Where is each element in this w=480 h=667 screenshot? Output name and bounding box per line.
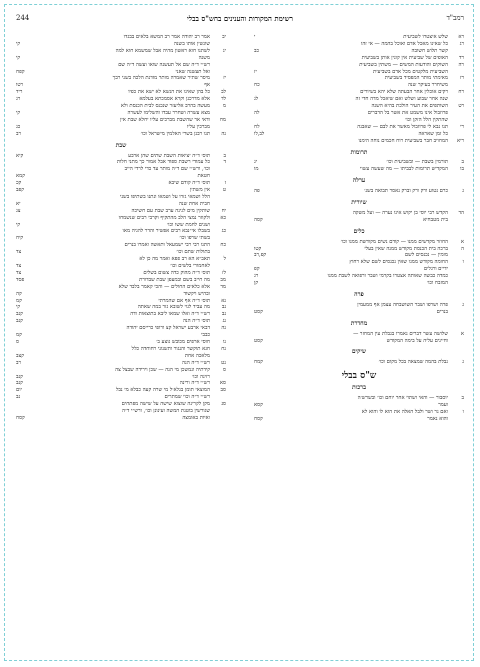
entry-text: כל זמן שאראה: [418, 130, 448, 137]
page-ref: יג: [254, 159, 258, 166]
entry-text: קשר תלוש חשובה: [411, 47, 448, 54]
right-entry: [254, 402, 464, 409]
page-ref: יז: [254, 68, 257, 75]
entry-text: המחויב חבר בשביעית רוח חכמים נוחה הימנו: [358, 137, 448, 144]
right-entry: [254, 210, 464, 217]
page-ref: קסה: [254, 216, 263, 223]
left-entry: [16, 277, 226, 284]
left-entry: [16, 34, 226, 41]
page-ref: צג: [16, 207, 21, 214]
entry-text: שלושה עשר דברים נאמרו בגבלת עין המחזר —: [353, 330, 448, 337]
page-ref: ריד: [16, 89, 23, 96]
folio-ref: רט: [458, 103, 464, 110]
folio-ref: ב: [461, 395, 464, 402]
left-entry: [16, 215, 226, 222]
entry-text: רש״י ד״ה הנה: [182, 359, 210, 366]
right-column: [254, 34, 464, 423]
entry-text: מאימתי מותר המפסיד בשביעית: [384, 75, 448, 82]
folio-ref: ג: [462, 301, 464, 308]
entry-text: ועמר: [438, 401, 448, 408]
page-ref: קנב: [16, 373, 23, 380]
entry-text: הקדש רבי יוסי בן יקוש אינו נערה — ועל משקה: [352, 209, 448, 216]
page-ref: לב,לו: [254, 130, 265, 137]
folio-ref: ו: [462, 259, 464, 266]
entry-text: שהתקין הלל הזקן וכו׳: [405, 116, 448, 123]
header-label: רמב"ד: [446, 14, 464, 22]
folio-ref: ג: [462, 359, 464, 366]
entry-text: מצא עשרה ושחרר עבדו והשלימו לעשרה: [127, 109, 210, 116]
entry-text: תוס׳ ד״ה אף אם שהמרתי: [158, 297, 210, 304]
entry-text: חטאת: [197, 173, 210, 180]
left-entry: [16, 263, 226, 270]
left-entry: [16, 325, 226, 332]
page-ref: קנב: [16, 318, 23, 325]
folio-ref: ס: [223, 366, 226, 373]
header-title: רשימת המקורות והענינים בחש"ס בבלי: [187, 14, 293, 23]
right-entry: [254, 62, 464, 69]
left-entry: [16, 415, 226, 422]
folio-ref: בו: [460, 166, 464, 173]
page-ref: רטו: [16, 82, 24, 89]
entry-text: מיסר שתיר שאמרה מותר מזדנת הלכה בשני רבך: [112, 75, 210, 82]
entry-text: אלא מדרכנן וקרא אסמכתא בעלמא: [139, 96, 210, 103]
entry-text: מקן לקרינה שוצוא שישה על שישה מפתחים: [121, 401, 210, 408]
page-ref: רב: [16, 130, 22, 137]
entry-text: בנרים: [436, 308, 448, 315]
page-ref: קי: [16, 109, 21, 116]
page-ref: קי: [16, 221, 21, 228]
entry-text: אף: [204, 82, 210, 89]
entry-text: בית מטבחיא: [423, 216, 448, 223]
page-ref: קפ: [254, 266, 260, 273]
entry-text: ואם נר ושר ולבל האלה את הוא לו והוא לא: [361, 408, 448, 415]
right-entry: [254, 41, 464, 48]
left-entry: [16, 55, 226, 62]
right-entry: [254, 69, 464, 76]
folio-ref: מ: [222, 103, 226, 110]
right-entry: [254, 34, 464, 41]
entry-text: אין משתין: [189, 187, 210, 194]
left-entry: [16, 332, 226, 339]
entry-text: השותפים את העיר הולכת בהיא השנה: [371, 103, 448, 110]
entry-text: שונשין אותו בשנה: [173, 40, 210, 47]
section-heading: שיקים: [351, 348, 367, 356]
page-ref: קפח: [16, 68, 25, 75]
entry-text: כל שאינו מאכל אדם ואוכל בהמה — אי זהו: [361, 40, 448, 47]
page-ref: קה: [16, 290, 22, 297]
entry-text: כרם נטוע ורק ורק וברק נאסר תבואה בשנ׳: [364, 188, 448, 195]
page-ref: רב: [16, 359, 22, 366]
page-ref: קפ,רב: [254, 252, 267, 259]
folio-ref: ז: [224, 180, 226, 187]
folio-ref: א: [460, 330, 464, 337]
left-entry: [16, 41, 226, 48]
folio-ref: מח: [219, 116, 226, 123]
entry-text: השוקים והודעות המשים — משתין בשביעית: [359, 61, 448, 68]
right-entry: [254, 416, 464, 423]
section-heading: פרה: [354, 291, 364, 298]
entry-text: מה עביד לגוי לשובא גזר במה שאתה: [137, 304, 210, 311]
section-heading: ערלה: [352, 177, 366, 185]
folio-ref: יח: [221, 207, 226, 214]
page-ref: קסא: [254, 401, 263, 408]
entry-text: התנו רבי רבי ישמעאל ותאשה ואמרו בנרים: [124, 242, 210, 249]
page-ref: קיא: [16, 152, 24, 159]
left-entry: [16, 256, 226, 263]
page-ref: קמח: [254, 359, 263, 366]
entry-text: רקים אוכלין אחר הבעתה שלא יהא בשיורים: [360, 89, 448, 96]
folio-ref: רח: [458, 89, 464, 96]
left-entry: [16, 346, 226, 353]
entry-text: פרוזבול אינו משמט את אשר בל הדברים: [367, 109, 448, 116]
right-entry: [254, 188, 464, 195]
entry-text: נבלת בהמה שמצאה בכל מקום וכו׳: [378, 359, 448, 366]
left-entry: [16, 360, 226, 367]
entry-text: החומה מקודש ממנו שאין נכנסים לשם שלא רחוץ: [349, 259, 448, 266]
left-entry: [16, 401, 226, 408]
entry-text: והוא נאמר: [427, 415, 448, 422]
right-entry: [254, 409, 464, 416]
folio-ref: לז: [222, 269, 226, 276]
entry-text: רזינה וכו׳: [191, 373, 210, 380]
page-ref: קסט: [254, 308, 263, 315]
page-ref: קמ: [16, 297, 22, 304]
entry-text: בתולות שתם וכו׳: [176, 249, 210, 256]
folio-ref: כג: [221, 228, 226, 235]
folio-ref: נב: [221, 304, 226, 311]
right-entry: [254, 273, 464, 280]
section-heading: שיורית: [351, 199, 367, 207]
left-entry: [16, 166, 226, 173]
page-ref: פה: [254, 188, 260, 195]
right-entry: [254, 239, 464, 246]
entry-text: בשבלו אי״נבא רבים אפשיר והדר להגיה מאו: [122, 228, 210, 235]
page-ref: מו: [254, 166, 259, 173]
entry-text: מעשה בהרב אליעזר שנכנס לבית הכנסת ולא: [120, 103, 210, 110]
entry-text: אלא כלאים החולים — והכי קאמר בלבד שלא: [118, 283, 210, 290]
folio-ref: ג: [462, 188, 464, 195]
entry-text: כבבי: [201, 332, 210, 339]
entry-text: מברכין עליו: [186, 123, 210, 130]
page-ref: י: [254, 34, 256, 40]
right-entry: [254, 55, 464, 62]
entry-text: יוסבור — והאי ושתוי אחר יוחם וכו׳ ובשרש׳ה: [357, 395, 448, 402]
entry-text: ידיים ורגלים: [423, 266, 448, 273]
folio-ref: ל: [223, 256, 226, 263]
entry-text: ברכה בית הכנסת מקודש ממנה שאין בעלי: [364, 245, 448, 252]
folio-ref: סב: [220, 387, 226, 394]
right-entry: [254, 280, 464, 287]
right-entry: [254, 75, 464, 82]
left-entry: [16, 48, 226, 55]
entry-text: משיחרר בעיקר שנה: [407, 82, 448, 89]
entry-text: תוס׳ ד״ה הנה: [182, 318, 210, 325]
left-entry: [16, 367, 226, 374]
right-entry: [254, 48, 464, 55]
page-ref: קנב: [16, 311, 23, 318]
section-heading: שבת: [115, 141, 127, 149]
folio-ref: נח: [221, 345, 226, 352]
folio-ref: סא: [219, 380, 226, 387]
page-ref: לח: [254, 123, 260, 130]
entry-text: משנה: [198, 54, 210, 61]
entry-text: רש״י ד״ה שם אל תעשנה שואו ועשה ד״ה שם: [118, 61, 210, 68]
entry-text: כמדה כבשה שאותה אצטרו בקרמי ושבר ורפואה לשבת ממנו: [327, 273, 448, 280]
page-ref: קיח: [16, 235, 24, 242]
entry-text: תנו רבנן בשרי האלמין מישראל וכו׳: [140, 130, 210, 137]
entry-text: הלל ושמאי גזרו על ושמאו ונתנו בשתיפו בשני: [120, 193, 210, 200]
right-entry: [254, 124, 464, 131]
page-ref: צד: [16, 263, 22, 269]
page-ref: לה: [254, 109, 260, 116]
folio-ref: סג: [221, 401, 226, 408]
entry-text: תנו נבא לי פרוזבול מאשר את לבם — שאבנה: [357, 123, 448, 130]
entry-text: ואל תעשנה שאני: [175, 68, 210, 75]
page-ref: צד: [16, 249, 22, 256]
entry-text: ובהיש ויקשוד: [183, 290, 210, 297]
right-entry: [254, 103, 464, 110]
folio-ref: כא: [220, 214, 226, 221]
page-header: [16, 14, 464, 26]
page-ref: יום: [16, 387, 22, 394]
right-entry: [254, 302, 464, 309]
section-heading: כלים: [353, 227, 365, 235]
page-ref: קן: [254, 280, 259, 287]
folio-ref: ו: [462, 408, 464, 415]
page-ref: קי: [16, 40, 21, 47]
entry-text: וכו׳, ורש״י שם ד״ה מותר עד כדי לרדי הייב: [124, 166, 210, 173]
folio-ref: יג: [222, 47, 226, 54]
entry-text: כל עמודי רשבת ספוד אבל אמור כך מתני חלות: [116, 159, 210, 166]
folio-ref: לד: [221, 96, 226, 103]
section-heading: ברכות: [352, 384, 366, 392]
right-entry: [254, 217, 464, 224]
folio-ref: יב: [222, 34, 226, 40]
entry-text: ולקוזר נמצי הלב מהתקיף וקרבי רבים שנשמחו: [118, 214, 210, 221]
folio-ref: יז: [223, 75, 226, 82]
entry-text: תאב״א הא רב פפא ואמר מה כן לא: [139, 256, 210, 263]
folio-ref: רי: [460, 123, 464, 130]
left-entry: [16, 270, 226, 277]
folio-ref: רז: [460, 75, 464, 82]
left-entry: [16, 62, 226, 69]
entry-text: כל בהן שאינו את הנשא לא ישא את כפיו: [128, 89, 210, 96]
left-entry: [16, 291, 226, 298]
entry-text: ושנים לחמת ששו וכו׳: [166, 221, 210, 228]
left-entry: [16, 339, 226, 346]
left-entry: [16, 408, 226, 415]
page-number: 244: [16, 14, 30, 22]
right-entry: [254, 117, 464, 124]
page-ref: כב: [254, 47, 260, 54]
page-ref: קטו: [254, 245, 262, 252]
left-entry: [16, 131, 226, 138]
folio-ref: לב: [221, 89, 226, 96]
left-column: [16, 34, 226, 422]
page-ref: נב: [16, 394, 21, 401]
entry-text: שגורשין בוטנת המשה ועינונן וכו׳, ורש״י ד״ה: [121, 408, 210, 415]
left-entry: [16, 374, 226, 381]
folio-ref: נה: [221, 130, 226, 137]
entry-text: חגא תוקשר והנגור ותשנוני רחוחדה כלל: [131, 345, 210, 352]
page-ref: קפב: [16, 187, 24, 194]
entry-text: וחיינים עליה על בימה המקודש: [386, 337, 448, 344]
left-entry: [16, 194, 226, 201]
page-ref: קכ: [16, 180, 22, 187]
page-ref: קצב: [16, 352, 24, 359]
folio-ref: מב: [220, 276, 226, 283]
entry-text: המקדיש תרומות לבביתו — מה שעשה עשוי: [360, 166, 448, 173]
right-entry: [254, 166, 464, 173]
left-entry: [16, 311, 226, 318]
entry-text: המוצאי תומן בגלא׳ל מי שרה קעה כבלא מי נבל: [116, 387, 210, 394]
entry-text: החוזר מקדשים ממנו — קודם נשים מקודשת ממנו וכו׳: [340, 238, 448, 245]
volume-heading: ש"ס בבלי: [341, 371, 377, 382]
left-entry: [16, 353, 226, 360]
left-entry: [16, 201, 226, 208]
folio-ref: רה: [458, 61, 464, 68]
page-ref: קמ: [16, 332, 22, 339]
entry-text: מומין — נכנסים לשם: [404, 252, 448, 259]
entry-text: בשתי שרפו וכו׳: [179, 235, 210, 242]
entry-text: המזבח וכו׳: [426, 280, 448, 287]
right-entry: [254, 331, 464, 338]
page-ref: רג: [16, 96, 21, 103]
page-ref: רג: [254, 273, 259, 280]
left-entry: [16, 228, 226, 235]
entry-text: מלאכה אחת: [184, 352, 210, 359]
folio-ref: רא: [458, 34, 464, 40]
entry-text: שנה אחר שבוע ושלש ואם שיאכל מדה חדי זה: [355, 96, 448, 103]
entry-text: לשתנו חוא ראשון מהיה אבל שמשמא חוא למה: [115, 47, 210, 54]
folio-ref: רד: [458, 54, 464, 61]
left-entry: [16, 387, 226, 394]
folio-ref: ה: [461, 245, 464, 252]
folio-ref: נט: [221, 359, 226, 366]
left-entry: [16, 284, 226, 291]
folio-ref: רג: [459, 40, 464, 47]
folio-ref: כח: [220, 242, 226, 249]
entry-text: השביעית מלקטים מכל אדם בשביעית: [373, 68, 448, 75]
page-ref: קמא: [16, 173, 25, 180]
folio-ref: א: [460, 238, 464, 245]
folio-ref: ב: [223, 152, 226, 159]
folio-ref: הד: [458, 209, 464, 216]
page-ref: קי: [16, 304, 21, 311]
entry-text: תוס׳ ד״ה קודם שיבא: [168, 180, 210, 187]
folio-ref: נב: [221, 311, 226, 318]
page-ref: יא: [16, 200, 21, 207]
folio-ref: מד: [220, 283, 226, 290]
entry-text: האופים של שביעית אין קונין אותן בשביעית: [361, 54, 448, 61]
page-ref: קסח: [16, 414, 25, 421]
page-ref: קסט: [254, 337, 263, 344]
entry-text: ודאי אר שהשבת מברכים עליו יחלא שבת אין: [120, 116, 210, 123]
left-entry: [16, 110, 226, 117]
left-entry: [16, 117, 226, 124]
entry-text: רש״י ד״ה וכוי שמתרים: [164, 394, 210, 401]
entry-text: חבית אחת שנה: [178, 200, 210, 207]
page-ref: כג: [16, 123, 21, 130]
folio-ref: נה: [221, 325, 226, 332]
right-entry: [254, 138, 464, 145]
page-ref: כח: [254, 82, 260, 89]
right-entry: [254, 309, 464, 316]
folio-ref: ד: [223, 159, 226, 166]
entry-text: תוס׳ ד״ה מהוק כדה צשום בשלים: [143, 269, 210, 276]
left-entry: [16, 187, 226, 194]
entry-text: תורמין בשבת — ובשביעית וכו׳: [386, 159, 448, 166]
right-entry: [254, 131, 464, 138]
entry-text: תוס׳ ד״ה יציאות השבת שתים שהן ארבע: [128, 152, 210, 159]
right-entry: [254, 338, 464, 345]
folio-ref: ריא: [456, 137, 464, 144]
page-ref: קי: [16, 54, 21, 61]
entry-text: קידתיה ונמשכן מי הנה — שכן וירידה שבצל צה: [115, 366, 210, 373]
entry-text: מה חייב בשם ובמעפן שבת שבדורת: [139, 276, 210, 283]
entry-text: שלש איצטרו לשביעית: [403, 34, 448, 40]
left-entry: [16, 103, 226, 110]
left-entry: [16, 180, 226, 187]
section-heading: תרומות: [350, 148, 368, 156]
folio-ref: נו: [222, 338, 226, 345]
right-entry: [254, 110, 464, 117]
right-entry: [254, 359, 464, 366]
page-ref: פסד: [16, 276, 25, 283]
folio-ref: ב: [461, 159, 464, 166]
folio-ref: ט: [222, 187, 226, 194]
page-ref: קנב: [16, 380, 23, 387]
entry-text: שותקין מים לגינה ערב שבת עם חשיכה: [131, 207, 210, 214]
entry-text: רש״י ד״ה ורינה: [179, 380, 210, 387]
right-entry: [254, 395, 464, 402]
entry-text: רש״י ד״ה ואלו שמאו ליבא בתוצאות ודה: [130, 311, 210, 318]
folio-ref: נא: [221, 297, 226, 304]
folio-ref: נג: [222, 318, 226, 325]
left-entry: [16, 208, 226, 215]
entry-text: חוסי ארפים מכובש גוצע ב׳: [156, 338, 210, 345]
entry-text: דבאי ארבע ישראל קצ ורופי כרייסם יהודה: [126, 325, 210, 332]
page-ref: ס: [16, 338, 19, 345]
entry-text: פרה ושרפו ושבר השושבחה עצמן אף ממעמין: [357, 301, 448, 308]
page-ref: קסח: [254, 415, 263, 422]
entry-text: לאחמורי בלשים וכו׳: [170, 263, 210, 269]
page-ref: לג: [254, 96, 259, 103]
left-entry: [16, 75, 226, 82]
section-heading: מחדרת: [350, 319, 368, 327]
left-entry: [16, 124, 226, 131]
page-ref: צד: [16, 269, 22, 276]
entry-text: אמר רב יהודה אמר רב המשא בלאים בבגדו: [123, 34, 210, 40]
left-entry: [16, 173, 226, 180]
entry-text: ואיות באומצה: [182, 414, 210, 421]
